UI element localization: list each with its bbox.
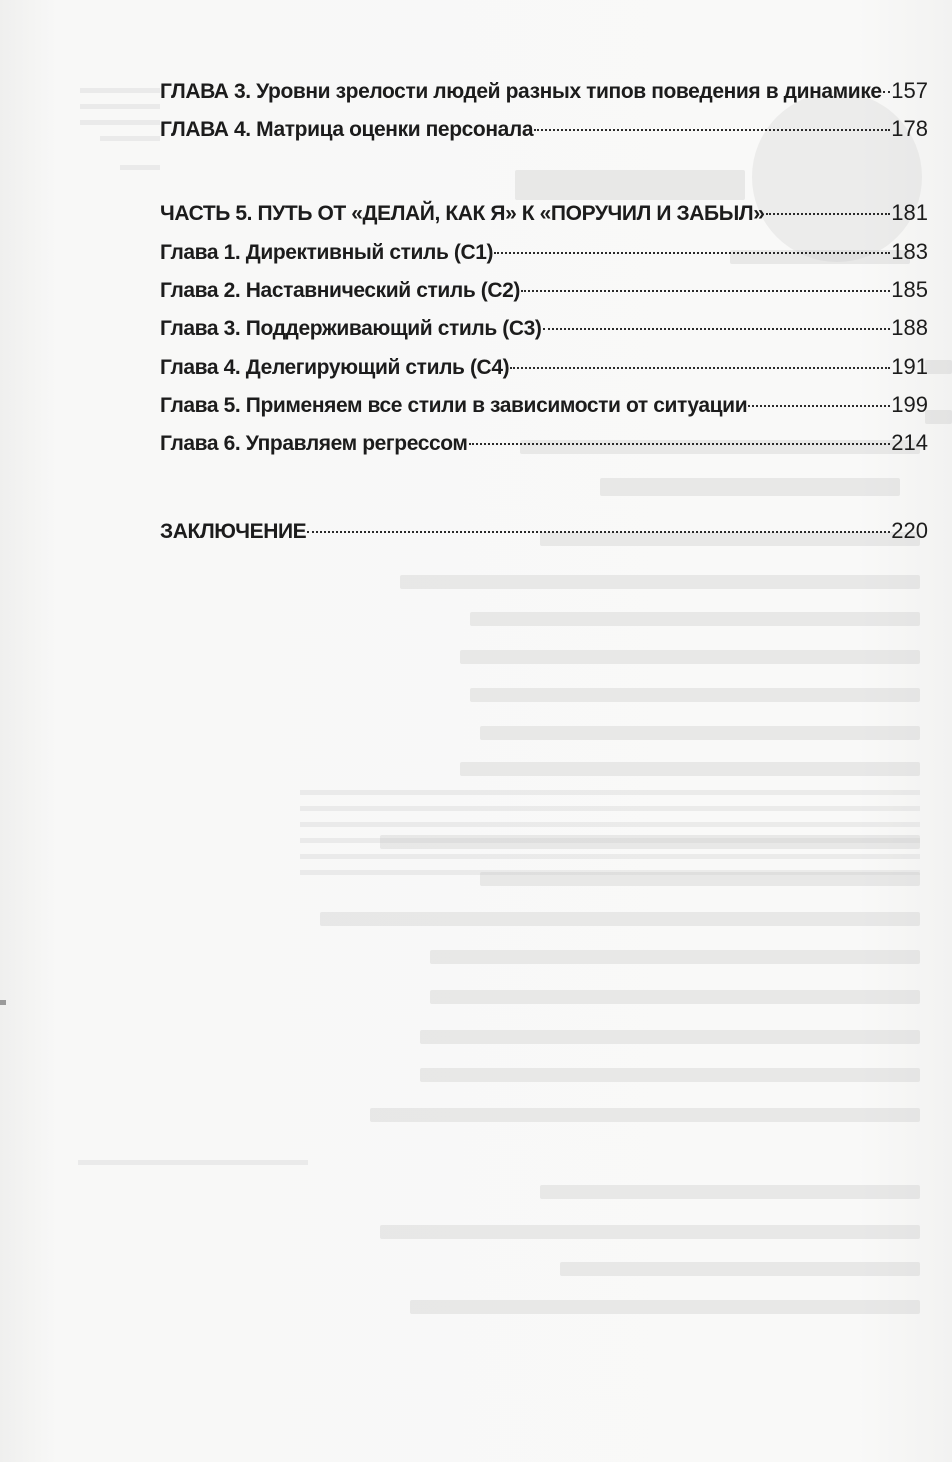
toc-entry-title: Глава 3. Поддерживающий стиль (С3) [160,317,542,340]
toc-entry-title: ЗАКЛЮЧЕНИЕ [160,520,307,543]
toc-entry[interactable] [160,116,928,150]
dot-leader [766,213,891,215]
toc-entry[interactable] [160,315,928,349]
toc-entry-title: Глава 2. Наставнический стиль (С2) [160,279,520,302]
toc-entry-page: 178 [891,116,928,141]
toc-entry-title: Глава 5. Применяем все стили в зависимости от ситуации [160,394,748,417]
toc-entry-title: Глава 1. Директивный стиль (С1) [160,241,494,264]
toc-entry-page: 157 [891,78,928,103]
dot-leader [543,328,891,330]
toc-entry[interactable] [160,392,928,426]
toc-entry[interactable] [160,78,928,112]
toc-entry-page: 185 [891,277,928,302]
dot-leader [510,367,890,369]
toc-entry-title: Глава 6. Управляем регрессом [160,432,468,455]
toc-entry-page: 199 [891,392,928,417]
dot-leader [469,443,891,445]
toc-entry-title: Глава 4. Делегирующий стиль (С4) [160,356,510,379]
toc-entry-page: 214 [891,430,928,455]
toc-conclusion[interactable] [160,518,928,552]
dot-leader [748,405,890,407]
dot-leader [307,531,890,533]
dot-leader [883,91,891,93]
toc-entry-page: 188 [891,315,928,340]
toc-entry-title: ГЛАВА 3. Уровни зрелости людей разных типов поведения в динамике [160,80,882,103]
dot-leader [494,252,890,254]
toc-part-heading[interactable] [160,200,928,234]
toc-entry[interactable] [160,277,928,311]
toc-entry[interactable] [160,430,928,464]
toc-entry[interactable] [160,354,928,388]
dot-leader [534,129,890,131]
toc-entry-title: ЧАСТЬ 5. ПУТЬ ОТ «ДЕЛАЙ, КАК Я» К «ПОРУЧИЛ И ЗАБЫЛ» [160,202,765,225]
toc-entry-page: 220 [891,518,928,543]
dot-leader [521,290,890,292]
page-edge-mark [0,1000,6,1005]
toc-entry-page: 183 [891,239,928,264]
toc-entry-page: 181 [891,200,928,225]
toc-entry-page: 191 [891,354,928,379]
toc-entry-title: ГЛАВА 4. Матрица оценки персонала [160,118,534,141]
toc-entry[interactable] [160,239,928,273]
